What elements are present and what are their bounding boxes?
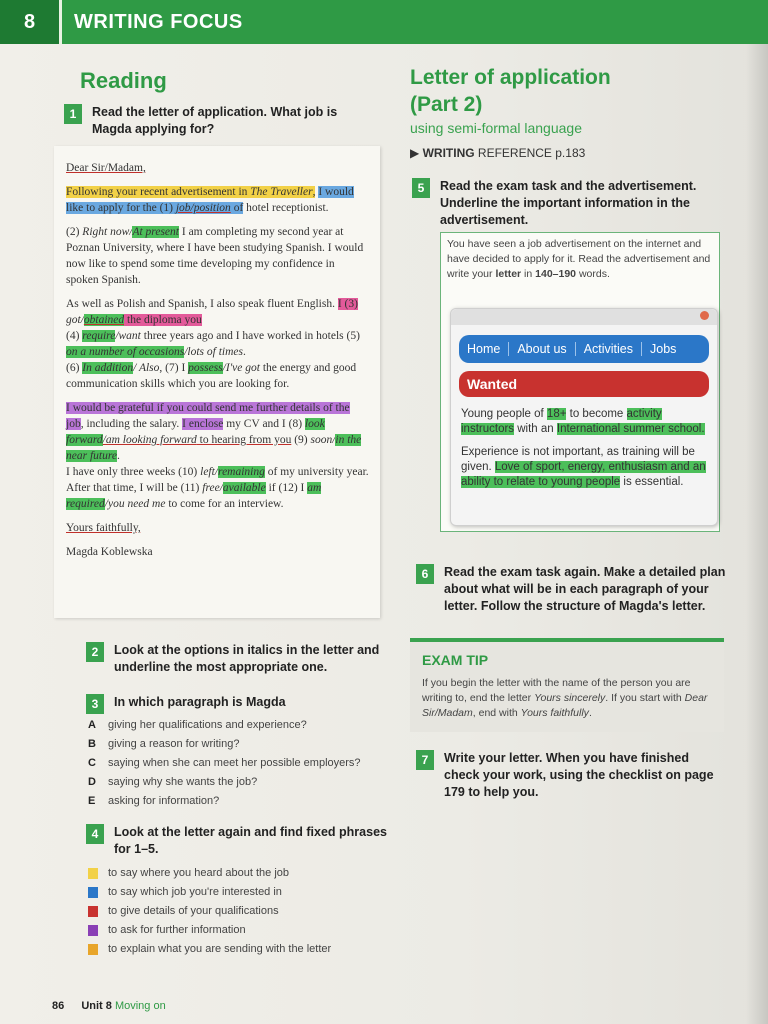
highlight-yellow: , <box>312 186 316 198</box>
phrase-item <box>88 921 331 940</box>
task-3-text: In which paragraph is Magda <box>114 695 286 709</box>
letter-text: (9) <box>291 434 311 446</box>
reading-title: Reading <box>80 68 167 93</box>
page-header <box>0 0 768 44</box>
highlight-pink: the diploma you <box>124 314 202 326</box>
letter-text: if (12) I <box>265 482 308 494</box>
nav-activities: Activities <box>576 342 642 356</box>
letter-option: /lots of times <box>184 346 243 358</box>
task-number-badge: 3 <box>86 694 104 714</box>
unit-number: 8 <box>0 0 62 44</box>
letter-option: soon/ <box>310 434 336 446</box>
phrase-item-text: to say where you heard about the job <box>108 867 290 879</box>
option-text: saying why she wants the job? <box>108 776 258 788</box>
highlight-green: remaining <box>218 466 265 478</box>
task-5 <box>412 178 712 229</box>
letter-text: As well as Polish and Spanish, I also speak fluent English. <box>66 298 338 310</box>
letter-option: /am looking forward <box>102 434 197 446</box>
exam-task-text: in <box>521 268 536 280</box>
letter-text: . <box>117 450 120 462</box>
task-4-text: Look at the letter again and find fixed phrases for 1–5. <box>114 825 387 856</box>
section-subtitle: using semi-formal language <box>410 120 582 136</box>
task-3 <box>86 694 386 714</box>
task-number-badge: 5 <box>412 178 430 198</box>
task-3-options <box>88 716 361 811</box>
highlight-blue: I would like to apply for the (1) <box>66 186 354 214</box>
ad-text: to become <box>566 408 627 420</box>
task-6-text: Read the exam task again. Make a detailed plan about what will be in each paragraph of your letter. Follow the structure of Magda's letter. <box>444 565 726 613</box>
exam-tip-text: . <box>588 707 592 719</box>
task-1-text: Read the letter of application. What job is Magda applying for? <box>92 105 338 136</box>
writing-reference-page: REFERENCE p.183 <box>474 146 586 160</box>
letter-text: of my university year. After that time, I will be (11) <box>66 466 369 494</box>
color-square-icon <box>88 925 98 936</box>
color-square-icon <box>88 906 98 917</box>
exam-tip-box <box>410 638 724 732</box>
letter-text: I am completing my second year at Poznan University, where I have been studying Spanish. I would now like to spend some time developing my confidence in spoken Spanish. <box>66 226 364 286</box>
task-number-badge: 7 <box>416 750 434 770</box>
letter-option: /want <box>115 330 141 342</box>
ad-text: is essential. <box>620 476 684 488</box>
letter-paragraph-4 <box>66 400 370 512</box>
task-7-text: Write your letter. When you have finished check your work, using the checklist on page 179 to help you. <box>444 751 714 799</box>
highlight-blue: of <box>230 202 244 214</box>
page-number: 86 <box>52 1000 65 1012</box>
highlight-green: available <box>222 482 266 494</box>
task-1 <box>64 104 364 138</box>
highlight-green: look forward <box>66 418 325 446</box>
highlight-violet: I would be grateful if you could send me further details of the job <box>66 402 350 430</box>
highlight-green: obtained <box>83 314 125 326</box>
exam-tip-italic: Dear Sir/Madam <box>422 692 708 719</box>
application-letter <box>54 146 380 618</box>
highlight-yellow: The Traveller <box>250 186 313 198</box>
task-number-badge: 6 <box>416 564 434 584</box>
job-advertisement <box>450 308 718 526</box>
play-arrow-icon: ▶ <box>410 146 420 160</box>
exam-tip-italic: Yours faithfully <box>520 707 589 719</box>
option-text: giving her qualifications and experience? <box>108 719 307 731</box>
letter-option: left/ <box>200 466 219 478</box>
ad-paragraph-2 <box>461 445 709 490</box>
page-spine-shadow <box>746 0 768 1024</box>
option-label: B <box>88 738 96 750</box>
highlight-green: on a number of occasions <box>66 346 185 358</box>
letter-paragraph-2 <box>66 224 370 288</box>
task-2 <box>86 642 386 676</box>
exam-task-emphasis: letter <box>495 268 522 280</box>
color-square-icon <box>88 868 98 879</box>
ad-body <box>461 407 709 490</box>
section-title-line-2: (Part 2) <box>410 93 483 116</box>
letter-text: (6) <box>66 362 83 374</box>
option-row <box>88 754 361 773</box>
footer-unit-subtitle: Moving on <box>114 1000 166 1012</box>
letter-option: / Also <box>133 362 160 374</box>
letter-paragraph-3 <box>66 296 370 392</box>
section-title <box>410 64 611 118</box>
highlight-green: in the near future <box>66 434 362 462</box>
exam-task-word-count: 140–190 <box>535 268 577 280</box>
nav-home: Home <box>459 342 509 356</box>
header-title: WRITING FOCUS <box>74 10 243 33</box>
highlight-green: possess <box>188 362 223 374</box>
letter-text: , including the salary. <box>80 418 183 430</box>
option-row <box>88 773 361 792</box>
option-label: C <box>88 757 96 769</box>
footer-unit: Unit 8 <box>81 1000 112 1012</box>
exam-task-text: You have seen a job advertisement on the internet and have decided to apply for it. Read the advertisement and write your <box>447 238 711 280</box>
phrase-item <box>88 883 331 902</box>
letter-signature-name: Magda Koblewska <box>66 546 153 558</box>
nav-jobs: Jobs <box>650 342 677 356</box>
letter-option: free/ <box>202 482 223 494</box>
option-row <box>88 716 361 735</box>
letter-paragraph-1 <box>66 184 370 216</box>
task-5-text: Read the exam task and the advertisement. Underline the important information in the advertisement. <box>440 179 697 227</box>
exam-tip-text: . If you start with <box>605 692 685 704</box>
task-7 <box>416 750 726 801</box>
letter-text: hotel receptionist. <box>243 202 329 214</box>
highlight-blue: job/position <box>175 202 231 214</box>
highlight-green: activity instructors <box>461 408 662 435</box>
color-square-icon <box>88 944 98 955</box>
color-square-icon <box>88 887 98 898</box>
task-4-items <box>88 864 331 959</box>
letter-greeting: Dear Sir/Madam, <box>66 162 146 174</box>
letter-option: /you need me <box>104 498 166 510</box>
ad-nav-bar <box>459 335 709 363</box>
letter-text: I have only three weeks (10) <box>66 466 201 478</box>
ad-paragraph-1 <box>461 407 709 437</box>
letter-text: . <box>242 346 246 358</box>
exam-task-text: words. <box>576 268 610 280</box>
task-number-badge: 4 <box>86 824 104 844</box>
highlight-green: International summer school. <box>556 423 705 435</box>
highlight-green: require <box>82 330 116 342</box>
letter-closing: Yours faithfully, <box>66 522 141 534</box>
task-number-badge: 1 <box>64 104 82 124</box>
option-label: D <box>88 776 96 788</box>
exam-tip-text: , end with <box>472 707 521 719</box>
letter-text: the energy and good communication skills which you are looking for. <box>66 362 357 390</box>
task-6 <box>416 564 726 615</box>
option-label: A <box>88 719 96 731</box>
ad-text: with an <box>514 423 557 435</box>
option-row <box>88 792 361 811</box>
ad-text: Experience is not important, as training will be given. <box>461 446 695 473</box>
option-label: E <box>88 795 96 807</box>
letter-option: Right now/ <box>82 226 133 238</box>
letter-text: (4) <box>66 330 83 342</box>
browser-titlebar <box>451 309 717 325</box>
wanted-banner: Wanted <box>459 371 709 397</box>
phrase-item-text: to ask for further information <box>108 924 246 936</box>
phrase-item-text: to give details of your qualifications <box>108 905 279 917</box>
writing-reference <box>410 146 585 160</box>
phrase-item-text: to explain what you are sending with the letter <box>108 943 332 955</box>
section-title-line-1: Letter of application <box>410 66 611 89</box>
highlight-yellow: Following your recent advertisement in <box>66 186 251 198</box>
highlight-pink: I (3) <box>337 298 358 310</box>
letter-text: , (7) I <box>159 362 189 374</box>
phrase-item-text: to say which job you're interested in <box>108 886 282 898</box>
exam-tip-italic: Yours sincerely <box>534 692 606 704</box>
page-footer <box>52 1000 166 1012</box>
highlight-green: Love of sport, energy, enthusiasm and an ability to relate to young people <box>461 461 706 488</box>
letter-option: /I've got <box>222 362 260 374</box>
exam-tip-body <box>422 676 712 721</box>
letter-text: (2) <box>66 226 83 238</box>
letter-option: got/ <box>66 314 84 326</box>
highlight-green: At present <box>132 226 179 238</box>
nav-about-us: About us <box>509 342 575 356</box>
task-4 <box>86 824 396 858</box>
highlight-green: 18+ <box>546 408 567 420</box>
task-number-badge: 2 <box>86 642 104 662</box>
option-text: giving a reason for writing? <box>108 738 240 750</box>
exam-tip-title: EXAM TIP <box>422 652 489 668</box>
phrase-item <box>88 940 331 959</box>
exam-tip-text: If you begin the letter with the name of the person you are writing to, end the letter <box>422 677 691 704</box>
letter-text: to hearing from you <box>196 434 292 446</box>
option-text: asking for information? <box>108 795 220 807</box>
highlight-violet: I enclose <box>182 418 224 430</box>
writing-reference-label: WRITING <box>422 146 475 160</box>
highlight-green: In addition <box>82 362 134 374</box>
phrase-item <box>88 864 331 883</box>
option-text: saying when she can meet her possible employers? <box>108 757 361 769</box>
option-row <box>88 735 361 754</box>
letter-text: three years ago and I have worked in hotels (5) <box>140 330 360 342</box>
ad-text: Young people of <box>461 408 547 420</box>
close-dot-icon <box>700 311 709 320</box>
task-2-text: Look at the options in italics in the letter and underline the most appropriate one. <box>114 643 380 674</box>
phrase-item <box>88 902 331 921</box>
letter-text: my CV and I (8) <box>223 418 305 430</box>
highlight-green: am required <box>66 482 322 510</box>
letter-text: to come for an interview. <box>165 498 284 510</box>
